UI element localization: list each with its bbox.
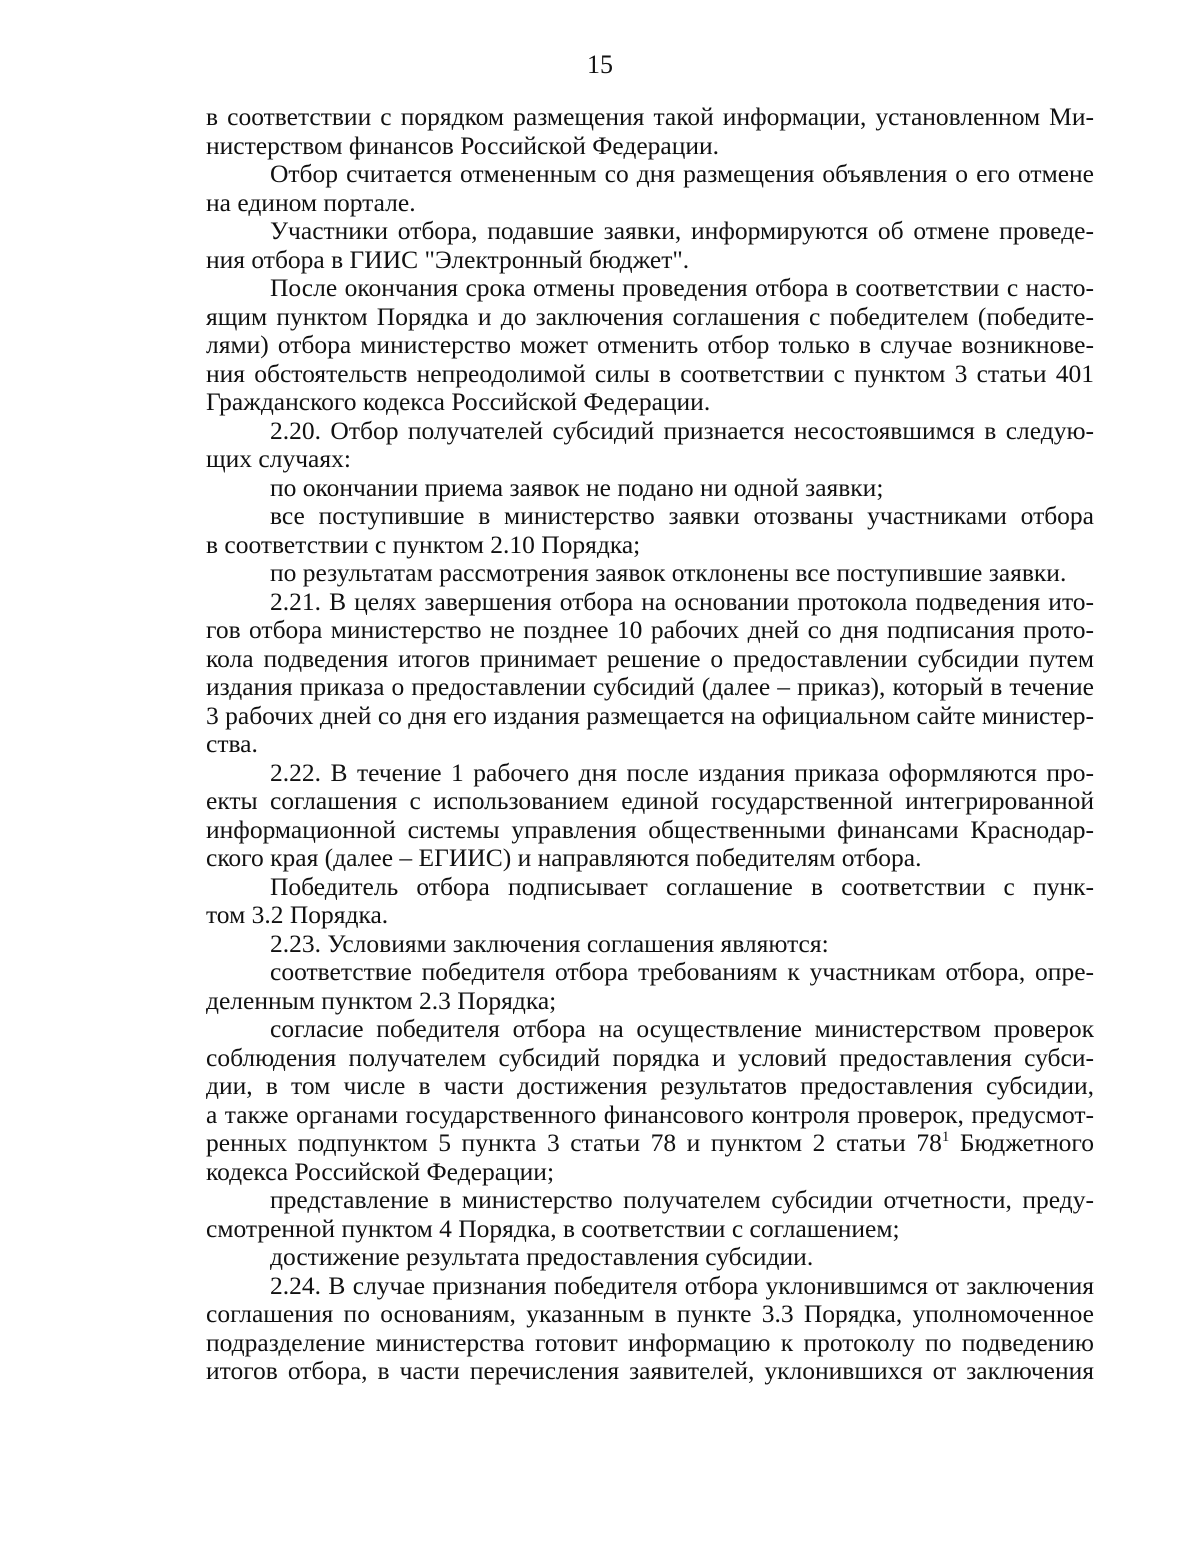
- text-line: [206, 1015, 1094, 1044]
- text-line: [206, 844, 1094, 873]
- text-line: [206, 1101, 1094, 1130]
- text-line: [206, 1044, 1094, 1073]
- text-line: [206, 1329, 1094, 1358]
- text-line: [206, 1215, 1094, 1244]
- text-line: [206, 958, 1094, 987]
- text-line: [206, 673, 1094, 702]
- text-line: [206, 1243, 1094, 1272]
- line-text: екты соглашения с использованием единой государственной интегрированной: [206, 786, 1094, 815]
- line-text: издания приказа о предоставлении субсидий (далее – приказ), который в течение: [206, 672, 1094, 701]
- text-line: [206, 502, 1094, 531]
- line-text: лями) отбора министерство может отменить отбор только в случае возникнове-: [206, 330, 1094, 359]
- line-text: подразделение министерства готовит информацию к протоколу по подведению: [206, 1327, 1094, 1357]
- line-text: гов отбора министерство не позднее 10 рабочих дней со дня подписания прото-: [206, 615, 1094, 644]
- line-text: кола подведения итогов принимает решение о предоставлении субсидии путем: [206, 643, 1094, 673]
- text-line: [206, 1186, 1094, 1215]
- text-line: [206, 274, 1094, 303]
- text-line: [206, 1129, 1094, 1158]
- text-line: [206, 987, 1094, 1016]
- text-line: [206, 474, 1094, 503]
- line-text: на едином портале.: [206, 187, 416, 217]
- line-text: ского края (далее – ЕГИИС) и направляются победителям отбора.: [206, 843, 922, 872]
- line-text: ренных подпунктом 5 пункта 3 статьи 78 и пунктом 2 статьи 78: [206, 1128, 942, 1157]
- text-line: [206, 645, 1094, 674]
- line-text: 3 рабочих дней со дня его издания размещается на официальном сайте министер-: [206, 700, 1094, 730]
- line-text: кодекса Российской Федерации;: [206, 1156, 555, 1186]
- line-text: ящим пунктом Порядка и до заключения соглашения с победителем (победите-: [206, 301, 1094, 331]
- text-line: [206, 217, 1094, 246]
- text-line: [206, 360, 1094, 389]
- line-text: соблюдения получателем субсидий порядка и условий предоставления субси-: [206, 1042, 1094, 1072]
- line-text: соответствие победителя отбора требованиям к участникам отбора, опре-: [270, 957, 1094, 986]
- line-text: Участники отбора, подавшие заявки, информируются об отмене проведе-: [270, 216, 1094, 245]
- text-line: [206, 759, 1094, 788]
- line-text: представление в министерство получателем субсидии отчетности, преду-: [270, 1185, 1094, 1214]
- line-text: том 3.2 Порядка.: [206, 900, 389, 929]
- text-line: [206, 930, 1094, 959]
- line-text: в соответствии с пунктом 2.10 Порядка;: [206, 529, 641, 559]
- line-text: достижение результата предоставления субсидии.: [270, 1242, 814, 1271]
- line-text: ния обстоятельств непреодолимой силы в соответствии с пунктом 3 статьи 401: [206, 358, 1094, 388]
- line-text: 2.22. В течение 1 рабочего дня после издания приказа оформляются про-: [270, 757, 1094, 787]
- line-text: ства.: [206, 729, 258, 758]
- line-text: деленным пунктом 2.3 Порядка;: [206, 985, 557, 1015]
- line-text: соглашения по основаниям, указанным в пункте 3.3 Порядка, уполномоченное: [206, 1299, 1094, 1328]
- text-line: [206, 189, 1094, 218]
- superscript: 1: [941, 1129, 950, 1145]
- page-number: 15: [587, 50, 613, 79]
- line-text: согласие победителя отбора на осуществление министерством проверок: [270, 1014, 1094, 1043]
- text-line: [206, 901, 1094, 930]
- text-line: [206, 1072, 1094, 1101]
- line-text: Победитель отбора подписывает соглашение в соответствии с пунк-: [270, 871, 1094, 901]
- text-line: [206, 616, 1094, 645]
- line-text-after: Бюджетного: [949, 1128, 1094, 1157]
- text-line: [206, 388, 1094, 417]
- text-line: [206, 816, 1094, 845]
- line-text: 2.21. В целях завершения отбора на основании протокола подведения ито-: [270, 586, 1094, 616]
- text-line: [206, 730, 1094, 759]
- text-line: [206, 787, 1094, 816]
- line-text: Гражданского кодекса Российской Федерации.: [206, 387, 711, 416]
- text-line: [206, 160, 1094, 189]
- line-text: После окончания срока отмены проведения отбора в соответствии с насто-: [270, 273, 1094, 302]
- text-line: [206, 417, 1094, 446]
- document-body: [206, 103, 1094, 1386]
- line-text: ния отбора в ГИИС "Электронный бюджет".: [206, 244, 690, 274]
- text-line: [206, 246, 1094, 275]
- text-line: [206, 873, 1094, 902]
- line-text: 2.24. В случае признания победителя отбора уклонившимся от заключения: [270, 1270, 1094, 1300]
- line-text: итогов отбора, в части перечисления заявителей, уклонившихся от заключения: [206, 1356, 1094, 1385]
- text-line: [206, 445, 1094, 474]
- text-line: [206, 1272, 1094, 1301]
- line-text: а также органами государственного финансового контроля проверок, предусмот-: [206, 1099, 1094, 1129]
- text-line: [206, 132, 1094, 161]
- text-line: [206, 1357, 1094, 1386]
- text-line: [206, 303, 1094, 332]
- text-line: [206, 702, 1094, 731]
- line-text: нистерством финансов Российской Федерации.: [206, 130, 720, 160]
- text-line: [206, 531, 1094, 560]
- line-text: все поступившие в министерство заявки отозваны участниками отбора: [270, 501, 1094, 530]
- line-text: дии, в том числе в части достижения результатов предоставления субсидии,: [206, 1071, 1094, 1100]
- line-text: по результатам рассмотрения заявок отклонены все поступившие заявки.: [270, 558, 1067, 587]
- line-text: информационной системы управления общественными финансами Краснодар-: [206, 814, 1094, 844]
- line-text: в соответствии с порядком размещения такой информации, установленном Ми-: [206, 102, 1094, 131]
- line-text: Отбор считается отмененным со дня размещения объявления о его отмене: [270, 159, 1094, 188]
- text-line: [206, 559, 1094, 588]
- line-text: по окончании приема заявок не подано ни одной заявки;: [270, 472, 884, 502]
- text-line: [206, 331, 1094, 360]
- text-line: [206, 103, 1094, 132]
- text-line: [206, 1300, 1094, 1329]
- line-text: 2.20. Отбор получателей субсидий признается несостоявшимся в следую-: [270, 415, 1094, 445]
- line-text: смотренной пунктом 4 Порядка, в соответствии с соглашением;: [206, 1213, 900, 1243]
- text-line: [206, 588, 1094, 617]
- text-line: [206, 1158, 1094, 1187]
- line-text: щих случаях:: [206, 444, 351, 473]
- line-text: 2.23. Условиями заключения соглашения являются:: [270, 928, 829, 958]
